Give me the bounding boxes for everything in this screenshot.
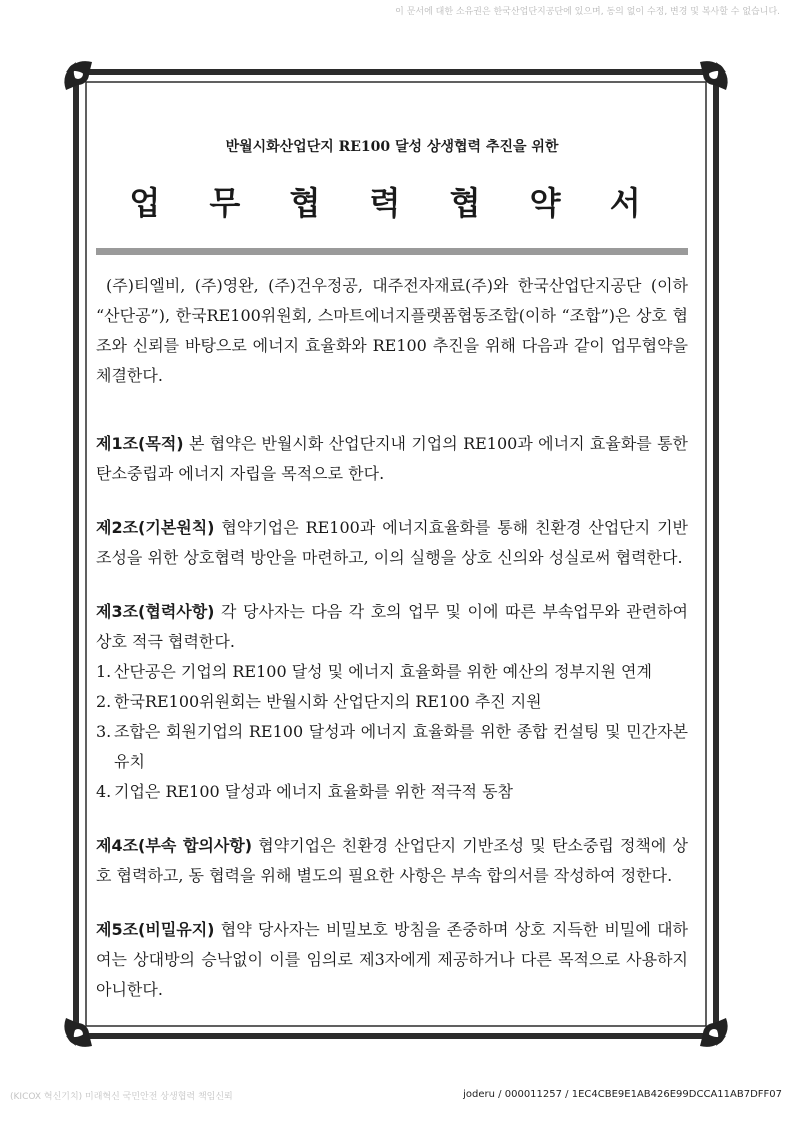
article-2 <box>96 513 688 573</box>
article-4 <box>96 831 688 891</box>
ownership-notice: 이 문서에 대한 소유권은 한국산업단지공단에 있으며, 동의 없이 수정, 변경 및 복사할 수 없습니다. <box>395 7 780 17</box>
document-title: 업 무 협 력 협 약 서 <box>129 184 655 222</box>
article-4-body: 협약기업은 친환경 산업단지 기반조성 및 탄소중립 정책에 상호 협력하고, 동 협력을 위해 별도의 필요한 사항은 부속 합의서를 작성하여 정한다. <box>96 836 688 885</box>
item-text: 한국RE100위원회는 반월시화 산업단지의 RE100 추진 지원 <box>114 692 542 711</box>
item-text: 산단공은 기업의 RE100 달성 및 에너지 효율화를 위한 예산의 정부지원 연계 <box>114 662 652 681</box>
article-3 <box>96 597 688 807</box>
article-1-heading: 제1조(목적) <box>96 434 184 453</box>
article-1-body: 본 협약은 반월시화 산업단지내 기업의 RE100과 에너지 효율화를 통한 탄소중립과 에너지 자립을 목적으로 한다. <box>96 434 689 483</box>
item-number: 4. <box>96 782 112 801</box>
article-5 <box>96 915 688 1005</box>
article-3-body: 각 당사자는 다음 각 호의 업무 및 이에 따른 부속업무와 관련하여 상호 적극 협력한다. <box>96 602 688 651</box>
list-item <box>96 687 688 717</box>
article-4-heading: 제4조(부속 합의사항) <box>96 836 253 855</box>
article-3-heading: 제3조(협력사항) <box>96 602 215 621</box>
item-text: 조합은 회원기업의 RE100 달성과 에너지 효율화를 위한 종합 컨설팅 및 민간자본 유치 <box>114 722 688 771</box>
article-1 <box>96 429 688 489</box>
list-item <box>96 657 688 687</box>
article-5-body: 협약 당사자는 비밀보호 방침을 존중하며 상호 지득한 비밀에 대하여는 상대방의 승낙없이 이를 임의로 제3자에게 제공하거나 다른 목적으로 사용하지 아니한다. <box>96 920 688 999</box>
article-3-items <box>96 657 688 807</box>
intro-paragraph: (주)티엘비, (주)영완, (주)건우정공, 대주전자재료(주)와 한국산업단지공단 (이하 “산단공”), 한국RE100위원회, 스마트에너지플랫폼협동조합(이하 “조합”)은 상호 협조와 신뢰를 바탕으로 에너지 효율화와 RE100 추진을 위해 다음과 같이 업무협약을 체결한다. <box>96 276 688 385</box>
item-number: 2. <box>96 692 112 711</box>
list-item <box>96 777 688 807</box>
document-subtitle: 반월시화산업단지 RE100 달성 상생협력 추진을 위한 <box>225 139 559 155</box>
title-divider <box>96 248 688 255</box>
item-number: 3. <box>96 722 112 741</box>
footer-slogan: (KICOX 혁신기치) 미래혁신 국민안전 상생협력 책임신뢰 <box>10 1092 233 1102</box>
agreement-body <box>96 128 688 1008</box>
article-2-heading: 제2조(기본원칙) <box>96 518 215 537</box>
list-item <box>96 717 688 777</box>
item-number: 1. <box>96 662 112 681</box>
footer-document-id: joderu / 000011257 / 1EC4CBE9E1AB426E99DCCA11AB7DFF07 <box>463 1089 782 1100</box>
article-5-heading: 제5조(비밀유지) <box>96 920 215 939</box>
article-2-body: 협약기업은 RE100과 에너지효율화를 통해 친환경 산업단지 기반조성을 위한 상호협력 방안을 마련하고, 이의 실행을 상호 신의와 성실로써 협력한다. <box>96 518 688 567</box>
item-text: 기업은 RE100 달성과 에너지 효율화를 위한 적극적 동참 <box>114 782 513 801</box>
